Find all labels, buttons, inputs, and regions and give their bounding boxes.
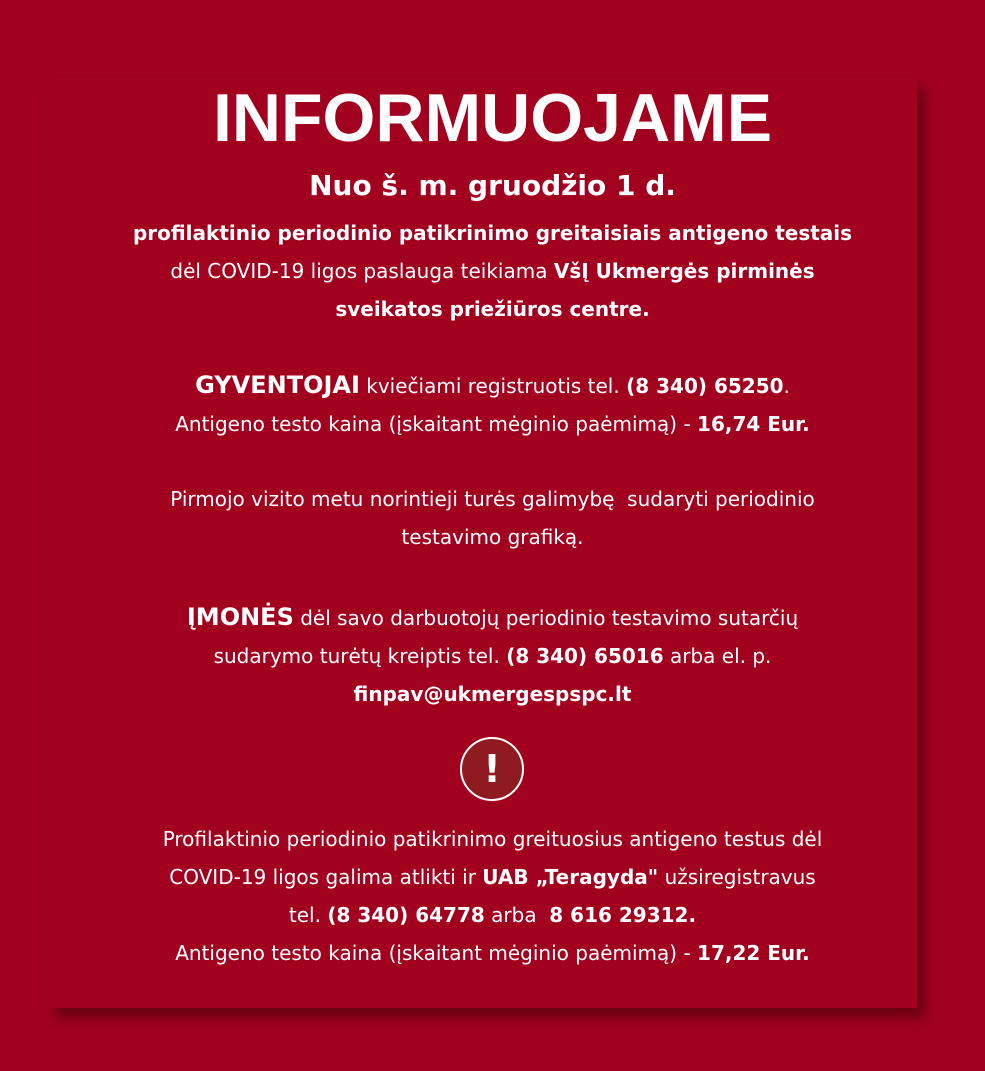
- intro-line-2-text: dėl COVID-19 ligos paslauga teikiama: [170, 259, 548, 283]
- companies-email[interactable]: finpav@ukmergespspc.lt: [353, 682, 632, 706]
- teragyda-price: 17,22 Eur.: [697, 941, 810, 965]
- alert-symbol: !: [483, 747, 501, 791]
- residents-phone[interactable]: (8 340) 65250: [626, 374, 784, 398]
- first-visit-section: [0, 480, 985, 556]
- teragyda-price-text: Antigeno testo kaina (įskaitant mėginio paėmimą) -: [175, 941, 691, 965]
- exclamation-circle-icon: [460, 737, 524, 801]
- residents-section: [0, 366, 985, 443]
- provider-name: VšĮ Ukmergės pirminės: [553, 259, 815, 283]
- teragyda-price-line: [0, 934, 985, 972]
- teragyda-text-2: COVID-19 ligos galima atlikti ir: [169, 865, 476, 889]
- teragyda-tel-label: tel.: [288, 903, 321, 927]
- first-visit-line-2: testavimo grafiką.: [401, 525, 584, 549]
- intro-line-1: profilaktinio periodinio patikrinimo greitaisiais antigeno testais: [132, 221, 853, 245]
- residents-price-line: [0, 405, 985, 443]
- companies-text-3: arba el. p.: [670, 644, 772, 668]
- teragyda-text-3: užsiregistravus: [664, 865, 816, 889]
- teragyda-line-1: Profilaktinio periodinio patikrinimo greituosius antigeno testus dėl: [162, 827, 823, 851]
- residents-price: 16,74 Eur.: [697, 412, 810, 436]
- companies-line-2: [0, 637, 985, 675]
- teragyda-line-3: [0, 896, 985, 934]
- companies-text-2: sudarymo turėtų kreiptis tel.: [213, 644, 500, 668]
- companies-line-1: [0, 598, 985, 637]
- first-visit-line-1: Pirmojo vizito metu norintieji turės galimybę sudaryti periodinio: [170, 487, 815, 511]
- companies-text-1: dėl savo darbuotojų periodinio testavimo sutarčių: [300, 606, 799, 630]
- residents-price-text: Antigeno testo kaina (įskaitant mėginio paėmimą) -: [175, 412, 691, 436]
- residents-heading: GYVENTOJAI: [195, 371, 360, 399]
- teragyda-section: [0, 820, 985, 972]
- residents-period: .: [783, 374, 790, 398]
- teragyda-or: arba: [491, 903, 543, 927]
- residents-line-1: [0, 366, 985, 405]
- intro-paragraph: [0, 214, 985, 328]
- companies-phone[interactable]: (8 340) 65016: [506, 644, 664, 668]
- teragyda-phone-1[interactable]: (8 340) 64778: [327, 903, 485, 927]
- companies-section: [0, 598, 985, 713]
- teragyda-phone-2[interactable]: 8 616 29312.: [549, 903, 697, 927]
- date-subtitle: Nuo š. m. gruodžio 1 d.: [309, 169, 676, 202]
- teragyda-company: UAB „Teragyda": [482, 865, 659, 889]
- page-title: INFORMUOJAME: [212, 80, 773, 156]
- teragyda-line-2: [0, 858, 985, 896]
- intro-line-2: [0, 252, 985, 290]
- companies-heading: ĮMONĖS: [186, 603, 294, 631]
- residents-text: kviečiami registruotis tel.: [366, 374, 620, 398]
- intro-line-3: sveikatos priežiūros centre.: [335, 297, 650, 321]
